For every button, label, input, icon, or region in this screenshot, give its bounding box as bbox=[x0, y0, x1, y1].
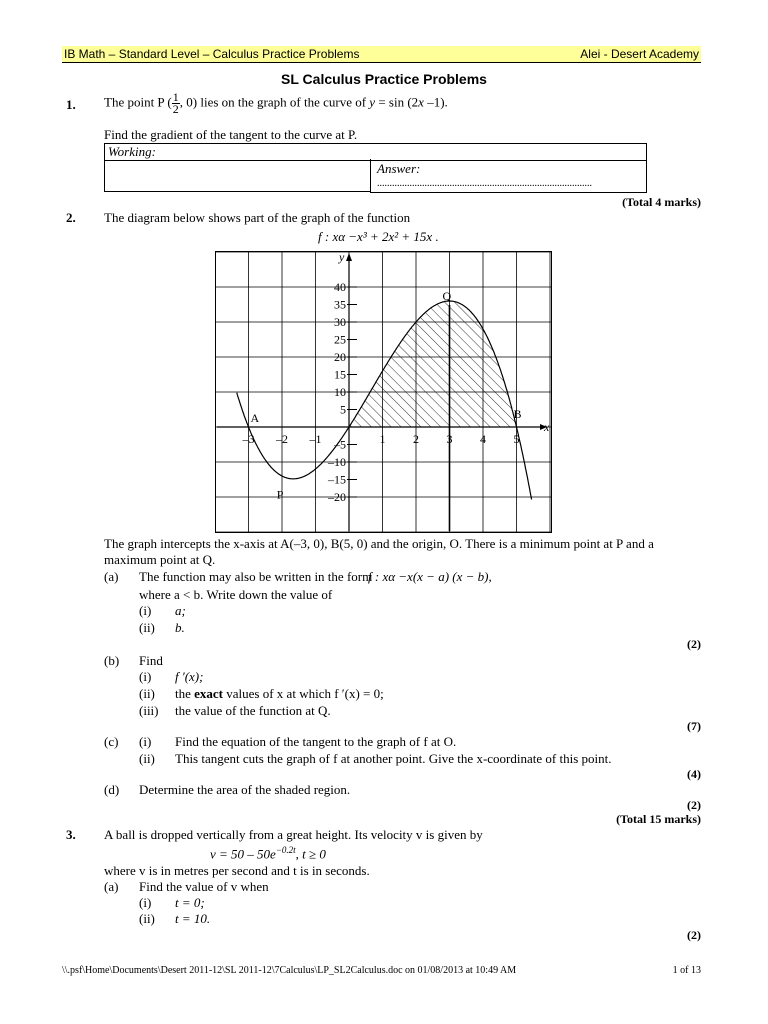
q2a-text: The function may also be written in the form bbox=[139, 569, 373, 584]
answer-box[interactable] bbox=[370, 160, 647, 193]
page-title: SL Calculus Practice Problems bbox=[281, 71, 487, 87]
x-tick-label: 3 bbox=[446, 432, 453, 446]
point-p-label: P bbox=[276, 487, 284, 502]
x-tick-label: 1 bbox=[379, 432, 386, 446]
page-number: 1 of 13 bbox=[672, 965, 701, 976]
answer-dots: ...................................................................................... bbox=[377, 178, 592, 189]
y-tick-label: 30 bbox=[334, 315, 346, 329]
q2-paragraph-1: The graph intercepts the x-axis at A(–3, 0), B(5, 0) and the origin, O. There is a minimum point at P and a bbox=[104, 536, 654, 551]
q2b-ii-label: (ii) bbox=[139, 686, 155, 701]
y-tick-label: –20 bbox=[328, 490, 346, 504]
y-tick-label: –10 bbox=[328, 455, 346, 469]
y-tick-label: 15 bbox=[334, 367, 346, 382]
q2d-text: Determine the area of the shaded region. bbox=[139, 782, 351, 797]
y-tick-label: 25 bbox=[334, 332, 346, 347]
q3a-ii-label: (ii) bbox=[139, 911, 155, 926]
q2a-form: f : xα −x(x − a) (x − b), bbox=[368, 569, 492, 584]
q2-paragraph-2: maximum point at Q. bbox=[104, 552, 216, 567]
q3-equation: $v = 50 - 50e^{-0.2t}$, t ≥ 0 bbox=[210, 845, 326, 862]
y-tick-label: 10 bbox=[334, 385, 346, 399]
y-tick-label: 5 bbox=[340, 402, 346, 417]
q2c-label: (c) bbox=[104, 734, 119, 749]
point-q-label: Q bbox=[442, 289, 452, 303]
q2a-i-text: a; bbox=[175, 603, 186, 618]
q3a-i-label: (i) bbox=[139, 895, 152, 910]
q1-line2: Find the gradient of the tangent to the curve at P. bbox=[104, 127, 358, 142]
q2b-text: Find bbox=[139, 653, 163, 668]
q2d-label: (d) bbox=[104, 782, 120, 797]
x-tick-label: 5 bbox=[513, 432, 520, 446]
q2b-i-text: f ′(x); bbox=[175, 669, 204, 684]
working-label: Working: bbox=[108, 144, 156, 159]
x-tick-labels bbox=[242, 432, 520, 446]
q3a-text: Find the value of v when bbox=[139, 879, 269, 894]
q2c-i-text: Find the equation of the tangent to the graph of f at O. bbox=[175, 734, 457, 749]
x-axis-label: x bbox=[544, 420, 550, 434]
q3a-marks: (2) bbox=[687, 928, 701, 942]
x-tick-label: 2 bbox=[413, 432, 419, 446]
q2-total: (Total 15 marks) bbox=[616, 812, 701, 826]
x-tick-label: –1 bbox=[309, 432, 322, 446]
q2b-ii-text: the exact values of x at which f ′(x) = 0; bbox=[175, 686, 384, 701]
header-left: IB Math – Standard Level – Calculus Practice Problems bbox=[64, 47, 360, 61]
q3a-i-text: t = 0; bbox=[175, 895, 205, 910]
point-b-label: B bbox=[513, 407, 522, 421]
footer-path: \\.psf\Home\Documents\Desert 2011-12\SL 2011-12\7Calculus\LP_SL2Calculus.doc on 01/08/2013 at 10:49 AM bbox=[62, 965, 517, 976]
q1-line1: The point P ( $\frac{1}{2}$ , 0) lies on the graph of the curve of y = sin (2x –1). bbox=[104, 90, 448, 116]
y-tick-label: 20 bbox=[334, 350, 346, 364]
q1-number: 1. bbox=[66, 97, 76, 112]
q2a-marks: (2) bbox=[687, 637, 701, 651]
q2b-iii-label: (iii) bbox=[139, 703, 159, 718]
page-header bbox=[62, 46, 701, 63]
y-tick-label: –15 bbox=[328, 472, 346, 487]
header-right: Alei - Desert Academy bbox=[580, 47, 699, 61]
q2c-ii-label: (ii) bbox=[139, 751, 155, 766]
x-tick-label: –2 bbox=[276, 432, 288, 446]
y-tick-label: –5 bbox=[334, 437, 346, 452]
q1-total: (Total 4 marks) bbox=[622, 195, 701, 209]
y-tick-label: 35 bbox=[334, 297, 346, 312]
q2b-iii-text: the value of the function at Q. bbox=[175, 703, 331, 718]
q3a-ii-text: t = 10. bbox=[175, 911, 211, 926]
q2-intro: The diagram below shows part of the graph of the function bbox=[104, 210, 411, 225]
q2a-i-label: (i) bbox=[139, 603, 152, 618]
q3a-label: (a) bbox=[104, 879, 119, 894]
x-tick-label: –3 bbox=[242, 432, 255, 446]
q2a-where: where a < b. Write down the value of bbox=[139, 587, 333, 602]
q3-number: 3. bbox=[66, 827, 76, 842]
y-tick-label: 40 bbox=[334, 280, 346, 294]
q2a-label: (a) bbox=[104, 569, 119, 584]
q2d-marks: (2) bbox=[687, 798, 701, 812]
q3-line1: A ball is dropped vertically from a great height. Its velocity v is given by bbox=[104, 827, 483, 842]
q2b-marks: (7) bbox=[687, 719, 701, 733]
q2c-marks: (4) bbox=[687, 767, 701, 781]
q2c-i-label: (i) bbox=[139, 734, 152, 749]
answer-label: Answer: bbox=[377, 161, 421, 176]
q2-function: f : xα −x³ + 2x² + 15x . bbox=[318, 229, 439, 244]
q2b-i-label: (i) bbox=[139, 669, 152, 684]
x-tick-label: 4 bbox=[480, 432, 486, 446]
q2-number: 2. bbox=[66, 210, 76, 225]
shaded-region bbox=[349, 301, 517, 427]
q2a-ii-label: (ii) bbox=[139, 620, 155, 635]
y-axis-arrow-icon bbox=[346, 253, 352, 261]
q1-fraction: $\frac{1}{2}$ bbox=[172, 90, 179, 116]
q3-line3: where v is in metres per second and t is in seconds. bbox=[104, 863, 370, 878]
working-box-lower[interactable] bbox=[104, 159, 371, 192]
point-a-label: A bbox=[250, 411, 260, 425]
q2c-ii-text: This tangent cuts the graph of f at another point. Give the x-coordinate of this point. bbox=[175, 751, 612, 766]
function-graph bbox=[215, 251, 552, 533]
q2a-ii-text: b. bbox=[175, 620, 185, 635]
y-axis-label: y bbox=[339, 251, 345, 264]
q2b-label: (b) bbox=[104, 653, 120, 668]
